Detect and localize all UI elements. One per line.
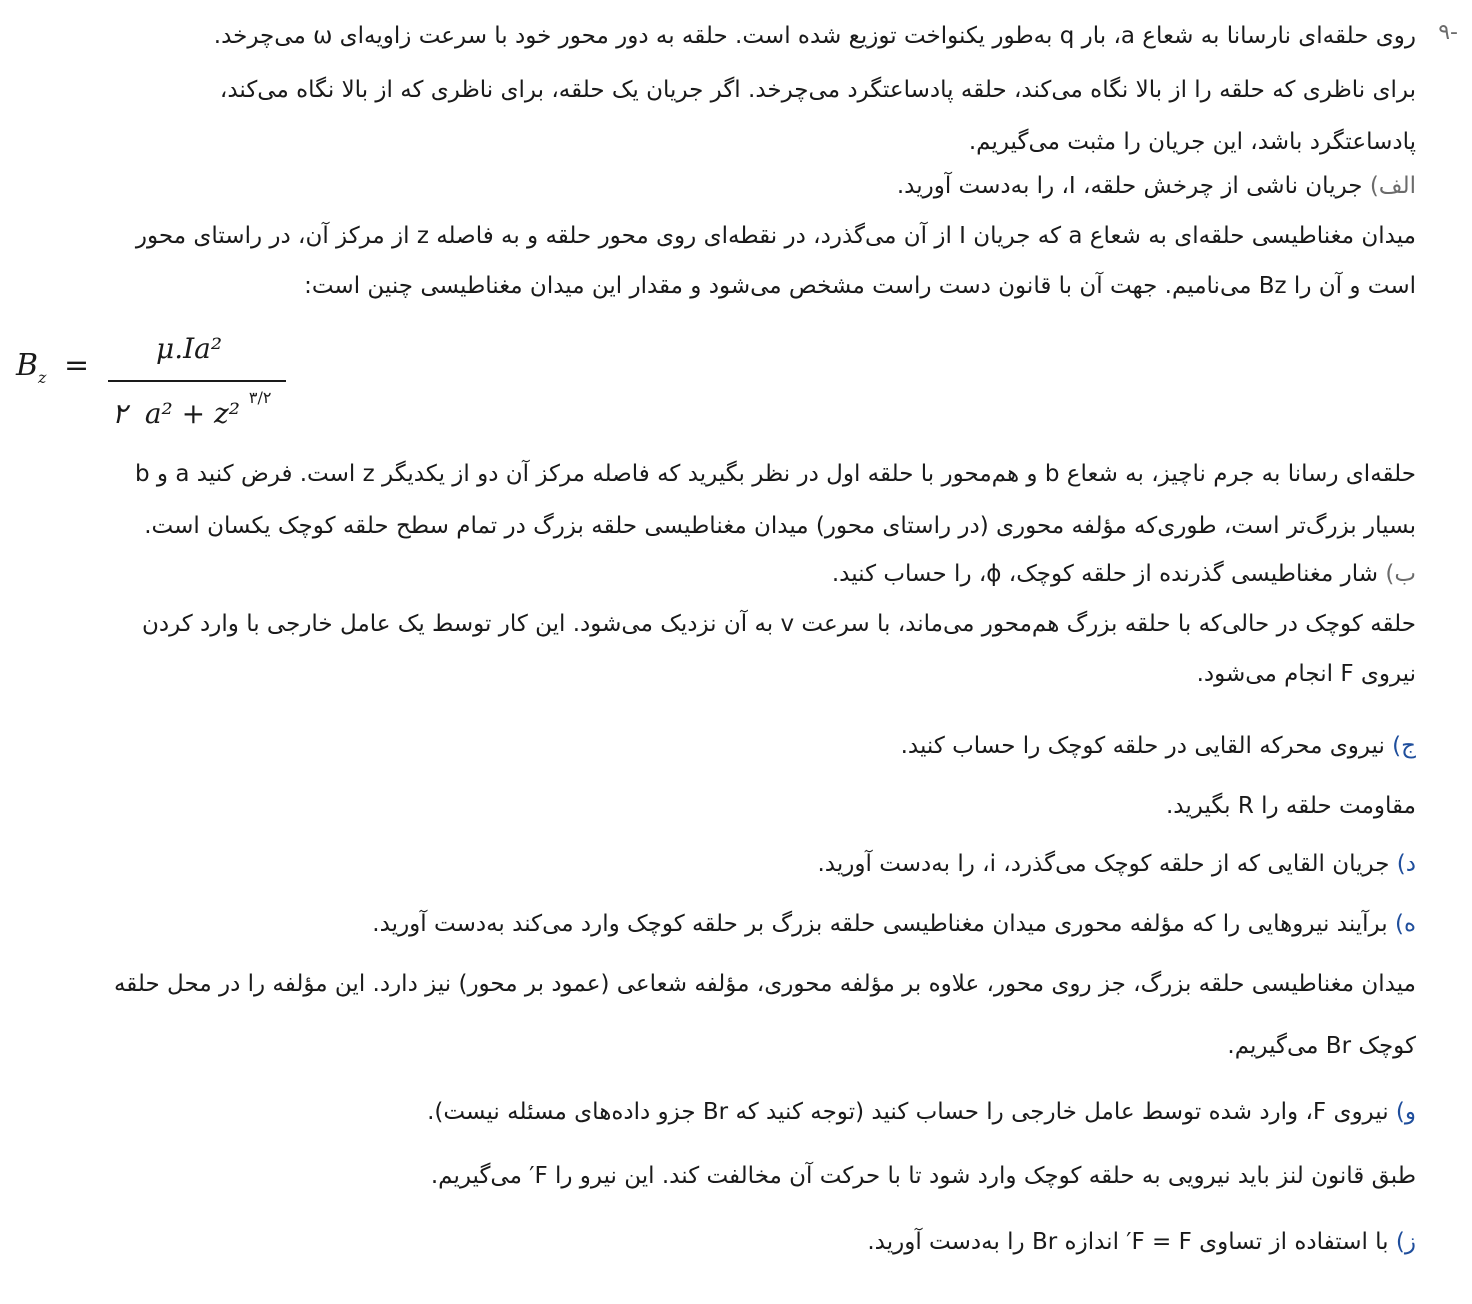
paragraph-line: کوچک Br می‌گیریم. <box>1227 1033 1416 1059</box>
paragraph-line: نیروی F انجام می‌شود. <box>1196 661 1416 687</box>
formula-lhs: $B_z$ <box>16 348 47 387</box>
part-c-label: ج) <box>1392 733 1416 759</box>
paragraph-line: روی حلقه‌ای نارسانا به شعاع a، بار q به‌طور یکنواخت توزیع شده است. حلقه به دور محور خود با سرعت زاویه‌ای ω می‌چرخد. <box>213 23 1416 49</box>
part-a-text: جریان ناشی از چرخش حلقه، I، را به‌دست آورید. <box>896 173 1363 199</box>
part-d-line <box>818 848 1417 880</box>
part-a-line <box>897 170 1416 202</box>
part-b-text: شار مغناطیسی گذرنده از حلقه کوچک، ϕ، را حساب کنید. <box>831 561 1379 587</box>
part-a-label: الف) <box>1369 173 1416 199</box>
paragraph-line: میدان مغناطیسی حلقه‌ای به شعاع a که جریان I از آن می‌گذرد، در نقطه‌ای روی محور حلقه و به فاصله z از مرکز آن، در راستای محور <box>135 223 1416 249</box>
part-g-label: ز) <box>1395 1229 1416 1255</box>
part-f-line <box>427 1096 1416 1128</box>
paragraph-line: مقاومت حلقه را R بگیرید. <box>1165 793 1416 819</box>
part-e-text: برآیند نیروهایی را که مؤلفه محوری میدان مغناطیسی حلقه بزرگ بر حلقه کوچک وارد می‌کند به‌دست آورید. <box>372 911 1388 937</box>
paragraph-line: برای ناظری که حلقه را از بالا نگاه می‌کند، حلقه پادساعتگرد می‌چرخد. اگر جریان یک حلقه، برای ناظری که از بالا نگاه می‌کند، <box>219 77 1416 103</box>
part-b-label: ب) <box>1385 561 1416 587</box>
part-c-text: نیروی محرکه القایی در حلقه کوچک را حساب کنید. <box>900 733 1385 759</box>
part-d-label: د) <box>1396 851 1416 877</box>
part-e-line <box>372 908 1416 940</box>
field-formula <box>16 328 286 428</box>
part-d-text: جریان القایی که از حلقه کوچک می‌گذرد، i، را به‌دست آورید. <box>817 851 1390 877</box>
part-g-text: با استفاده از تساوی F = F′ اندازه Br را به‌دست آورید. <box>867 1229 1389 1255</box>
paragraph-line: بسیار بزرگ‌تر است، طوری‌که مؤلفه محوری (در راستای محور) میدان مغناطیسی حلقه بزرگ در تمام سطح حلقه کوچک یکسان است. <box>144 513 1416 539</box>
paragraph-line: پادساعتگرد باشد، این جریان را مثبت می‌گیریم. <box>968 129 1416 155</box>
question-number: -۹ <box>1438 20 1458 45</box>
paragraph-line: حلقه کوچک در حالی‌که با حلقه بزرگ هم‌محور می‌ماند، با سرعت v به آن نزدیک می‌شود. این کار توسط یک عامل خارجی با وارد کردن <box>141 611 1416 637</box>
paragraph-line: طبق قانون لنز باید نیرویی به حلقه کوچک وارد شود تا با حرکت آن مخالفت کند. این نیرو را F′ می‌گیریم. <box>430 1163 1416 1189</box>
paragraph-line: است و آن را Bz می‌نامیم. جهت آن با قانون دست راست مشخص می‌شود و مقدار این میدان مغناطیسی چنین است: <box>304 273 1416 299</box>
part-c-line <box>901 730 1416 762</box>
paragraph-line: حلقه‌ای رسانا به جرم ناچیز، به شعاع b و هم‌محور با حلقه اول در نظر بگیرید که فاصله مرکز آن دو از یکدیگر z است. فرض کنید a و b <box>134 461 1416 487</box>
formula-equals: = <box>64 348 90 383</box>
part-e-label: ه) <box>1394 911 1416 937</box>
part-f-text: نیروی F، وارد شده توسط عامل خارجی را حساب کنید (توجه کنید که Br جزو داده‌های مسئله نیست). <box>427 1099 1389 1125</box>
fraction-bar <box>108 380 286 382</box>
part-b-line <box>832 558 1416 590</box>
formula-numerator: μ.Ia² <box>156 332 223 365</box>
paragraph-line: میدان مغناطیسی حلقه بزرگ، جز روی محور، علاوه بر مؤلفه محوری، مؤلفه شعاعی (عمود بر محور) نیز دارد. این مؤلفه را در محل حلقه <box>113 971 1416 997</box>
formula-denominator: ۲ a² + z² $^{۳/۲}$ <box>112 388 272 430</box>
part-f-label: و) <box>1395 1099 1416 1125</box>
part-g-line <box>867 1226 1416 1258</box>
